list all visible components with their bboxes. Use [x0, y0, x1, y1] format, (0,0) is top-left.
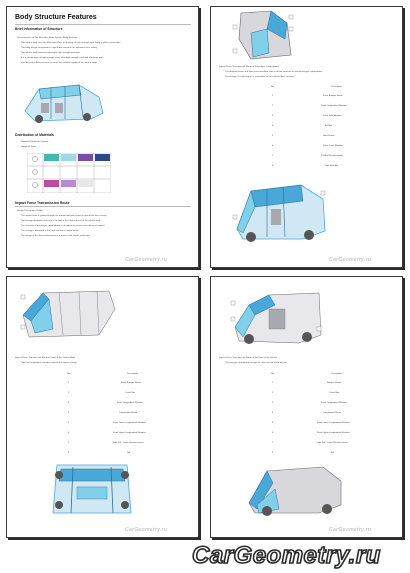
bullet: Material Distribution Legend [21, 141, 49, 143]
table-cell: Sill [331, 452, 334, 454]
bullet: It is a combination of high-strength steel, ultra-high-strength steel and aluminum parts [21, 57, 104, 59]
table-cell: Crash Box [125, 392, 136, 394]
section-heading: Impact Force Transmission Route [15, 201, 70, 205]
table-cell: 5 [272, 135, 274, 137]
watermark: CarGeometry.ru [329, 527, 372, 533]
vehicle-body-illustration [231, 175, 331, 247]
table-cell: Side Member [325, 165, 339, 167]
document-page-4 [210, 276, 403, 538]
table-header-no: No. [67, 373, 71, 375]
table-cell: Front Longitudinal Member [117, 402, 144, 404]
bullet: The vehicle body uses the Mercedes-Benz technology of high-strength steel body in white construction [21, 42, 121, 44]
table-cell: Side Sill - Lower Reinforcement [113, 442, 144, 444]
bullet: The body design incorporates a rigid frame structure for improved crash safety [21, 47, 97, 49]
table-cell: Front Upper Longitudinal Member [317, 432, 350, 434]
table-header-no: No. [271, 373, 275, 375]
table-header-description: Description [127, 373, 138, 375]
table-cell: 3 [272, 115, 274, 117]
front-body-frame-illustration [19, 285, 119, 343]
table-cell: 1 [68, 382, 70, 384]
table-cell: 4 [68, 412, 70, 414]
table-cell: Front Side Member [323, 115, 342, 117]
table-cell: 1 [272, 382, 274, 384]
table-cell: Longitudinal Beam [323, 412, 342, 414]
materials-legend-table [27, 153, 111, 193]
bullet: Design Description Outline [17, 210, 43, 212]
table-cell: Side Sill - Lower Reinforcement [317, 442, 348, 444]
table-cell: 5 [272, 422, 274, 424]
passenger-compartment-illustration [231, 9, 311, 61]
bullet: The vehicle body features lightweight high-strength materials [21, 52, 80, 54]
table-cell: 3 [68, 402, 70, 404]
footer-watermark [190, 540, 404, 573]
table-cell: 7 [272, 442, 274, 444]
bullet: The energy of a side impact is transmitted to the roof and floor structure [225, 76, 295, 78]
bullet: The front longitudinal members absorb the impact energy [21, 362, 77, 364]
page-title: Body Structure Features [15, 14, 97, 21]
bullet: The energy is absorbed at the front and rear crumple zones [21, 230, 79, 232]
table-cell: 1 [272, 95, 274, 97]
document-page-1 [6, 6, 199, 268]
table-cell: 8 [68, 452, 70, 454]
section-heading: Brief Information of Structure [15, 27, 63, 31]
bullet: Characteristics of The Mercedes-Benz Sprinter Body Structure [17, 37, 78, 39]
table-cell: 6 [272, 145, 274, 147]
table-cell: 7 [272, 155, 274, 157]
table-cell: 6 [272, 432, 274, 434]
section-divider [15, 206, 191, 207]
table-cell: Crash Box [329, 392, 340, 394]
caption: Impact Force Transmission Route in Front of the Vehicle Body [15, 357, 76, 359]
table-cell: Front Bumper Beam [323, 95, 343, 97]
cargeometry-logo [190, 540, 404, 570]
table-cell: 7 [68, 442, 70, 444]
table-cell: Front Lower Longitudinal Member [317, 422, 350, 424]
table-header-no: No. [271, 86, 275, 88]
watermark: CarGeometry.ru [125, 527, 168, 533]
table-cell: 8 [272, 452, 274, 454]
bullet: The design of the door reinforcements improves side impact protection [21, 235, 90, 237]
logo-text: CarGeometry.ru [192, 542, 381, 569]
table-cell: Front Upper Longitudinal Member [113, 432, 146, 434]
underbody-illustration [47, 461, 137, 517]
table-cell: Roof Frame [323, 135, 335, 137]
title-divider [15, 24, 191, 25]
front-structure-illustration [229, 287, 325, 347]
document-page-3 [6, 276, 199, 538]
body-in-white-illustration [21, 75, 107, 125]
table-cell: Sill [127, 452, 130, 454]
table-header-description: Description [331, 86, 342, 88]
section-heading: Distribution of Materials [15, 133, 54, 137]
watermark: CarGeometry.ru [329, 257, 372, 263]
table-cell: Front Lower Longitudinal Member [113, 422, 146, 424]
table-header-description: Description [331, 373, 342, 375]
caption: Impact Force Transmission Route of the Front of the Vehicle [219, 357, 278, 359]
vehicle-side-illustration [245, 461, 345, 519]
table-cell: A-Pillar [325, 125, 333, 127]
table-cell: 2 [272, 105, 274, 107]
bullet: The energy is distributed through the front section of the vehicle [225, 362, 287, 364]
caption: Impact Force Transmission Route of Passenger Compartment [219, 66, 280, 68]
document-page-2 [210, 6, 403, 268]
table-cell: Floor Cross Member [323, 145, 343, 147]
bullet: The Mercedes-Benz structure ensures the torsional rigidity of the vehicle body [21, 62, 97, 64]
bullet: The diagonal frame and floor cross members form a closed structure for the passenger compartment [225, 71, 323, 73]
watermark: CarGeometry.ru [125, 257, 168, 263]
table-cell: 3 [272, 402, 274, 404]
table-cell: Longitudinal Beam [119, 412, 138, 414]
table-cell: Bumper Beam [327, 382, 341, 384]
table-cell: 5 [68, 422, 70, 424]
table-cell: B-Pillar Reinforcement [321, 155, 343, 157]
table-cell: Front Bumper Beam [121, 382, 141, 384]
bullet: The energy absorption structure is located at the front and rear of the vehicle body [21, 220, 101, 222]
table-cell: 8 [272, 165, 274, 167]
table-cell: 2 [68, 392, 70, 394]
bullet: Range of Types [21, 146, 37, 148]
bullet: The structure of passenger compartment is designed to remain intact during an impact [21, 225, 105, 227]
table-cell: Front Longitudinal Member [321, 402, 348, 404]
table-cell: Front Longitudinal Member [321, 105, 348, 107]
table-cell: 4 [272, 412, 274, 414]
table-cell: 6 [68, 432, 70, 434]
bullet: The impact force is guided through the robust load path frame to spread the force evenly [21, 215, 107, 217]
table-cell: 2 [272, 392, 274, 394]
table-cell: 4 [272, 125, 274, 127]
